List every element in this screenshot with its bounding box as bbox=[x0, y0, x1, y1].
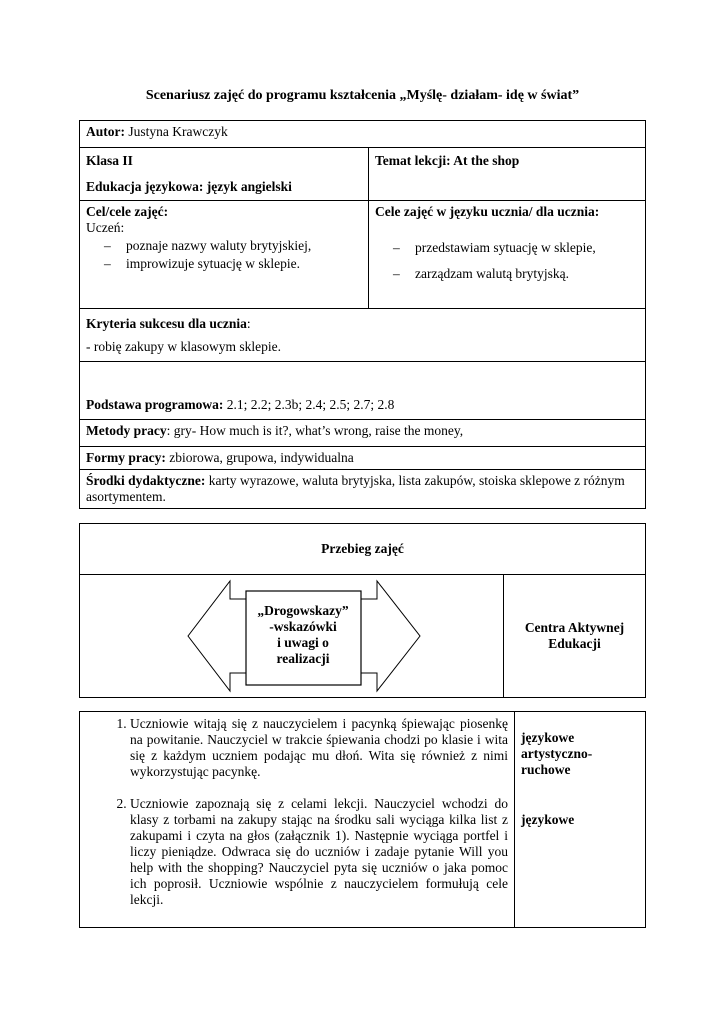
lesson-steps-table bbox=[79, 711, 646, 928]
class-cell bbox=[80, 148, 369, 201]
curriculum-label: Podstawa programowa: bbox=[86, 397, 224, 412]
centers-label: Centra Aktywnej Edukacji bbox=[524, 620, 625, 651]
methods-label: Metody pracy bbox=[86, 423, 167, 438]
curriculum-value: 2.1; 2.2; 2.3b; 2.4; 2.5; 2.7; 2.8 bbox=[226, 397, 395, 412]
lesson-plan-header-table bbox=[79, 523, 646, 698]
methods-value: gry- How much is it?, what’s wrong, raise the money, bbox=[173, 423, 464, 438]
goal-item: – improwizuje sytuację w sklepie. bbox=[126, 256, 362, 272]
document-title: Scenariusz zajęć do programu kształcenia „Myślę- działam- idę w świat” bbox=[145, 88, 580, 103]
category-label: językowe bbox=[521, 812, 575, 827]
double-arrow-icon bbox=[80, 575, 503, 697]
class-label: Klasa II bbox=[86, 153, 133, 168]
signpost-line: realizacji bbox=[276, 651, 330, 666]
categories-cell bbox=[515, 712, 646, 928]
student-goal-item: – zarządzam walutą brytyjską. bbox=[415, 266, 639, 282]
author-value: Justyna Krawczyk bbox=[128, 124, 228, 139]
topic-cell bbox=[369, 148, 646, 201]
step-item: 1. Uczniowie witają się z nauczycielem i pacynką śpiewając piosenkę na powitanie. Nauczyciel w trakcie śpiewania chodzi po klasie i wita się z każdym uczniem podając mu dłoń. Wita się również z nimi wykorzystując pacynkę. bbox=[130, 716, 508, 780]
materials-value: karty wyrazowe, waluta brytyjska, lista zakupów, stoiska sklepowe z różnym asortymentem. bbox=[86, 473, 625, 504]
plan-heading-cell bbox=[80, 524, 646, 575]
lesson-topic: Temat lekcji: At the shop bbox=[375, 153, 520, 168]
signpost-line: i uwagi o bbox=[277, 635, 329, 650]
step-item: 2. Uczniowie zapoznają się z celami lekcji. Nauczyciel wchodzi do klasy z torbami na zakupy stając na środku sali wyciąga kilka list z zakupami i czyta na głos (załącznik 1). Następnie wyciąga portfel i liczy pieniądze. Odwraca się do uczniów i zadaje pytanie Will you help with the shopping? Nauczyciel pyta się uczniów o jaka pomoc ich poprosił. Uczniowie wspólnie z nauczycielem formułują cele lekcji. bbox=[130, 796, 508, 908]
forms-cell bbox=[80, 447, 646, 470]
materials-cell bbox=[80, 470, 646, 509]
student-goals-heading: Cele zajęć w języku ucznia/ dla ucznia: bbox=[375, 204, 600, 219]
steps-list bbox=[86, 716, 508, 908]
student-goals-list bbox=[375, 240, 639, 282]
student-goals-cell bbox=[369, 201, 646, 309]
category-label: ruchowe bbox=[521, 762, 571, 777]
centers-cell bbox=[504, 575, 646, 698]
signpost-cell bbox=[80, 575, 504, 698]
goals-intro: Uczeń: bbox=[86, 220, 125, 235]
plan-heading: Przebieg zajęć bbox=[321, 541, 404, 556]
curriculum-cell bbox=[80, 362, 646, 420]
goal-item: – poznaje nazwy waluty brytyjskiej, bbox=[126, 238, 362, 254]
author-cell bbox=[80, 121, 646, 148]
signpost-line: -wskazówki bbox=[269, 619, 337, 634]
signpost-line: „Drogowskazy” bbox=[257, 603, 349, 618]
goals-cell bbox=[80, 201, 369, 309]
category-label: językowe bbox=[521, 730, 575, 745]
forms-label: Formy pracy: bbox=[86, 450, 166, 465]
author-label: Autor: bbox=[86, 124, 125, 139]
student-goal-item: – przedstawiam sytuację w sklepie, bbox=[415, 240, 639, 256]
criteria-label: Kryteria sukcesu dla ucznia bbox=[86, 316, 247, 331]
methods-cell: Metody pracy: gry- How much is it?, what’s wrong, raise the money, bbox=[80, 420, 646, 447]
criteria-cell: Kryteria sukcesu dla ucznia: - robię zakupy w klasowym sklepie. bbox=[80, 309, 646, 362]
lesson-info-table bbox=[79, 120, 646, 509]
forms-value: zbiorowa, grupowa, indywidualna bbox=[169, 450, 354, 465]
goals-list bbox=[86, 238, 362, 272]
criteria-value: - robię zakupy w klasowym sklepie. bbox=[86, 339, 281, 354]
category-label: artystyczno- bbox=[521, 746, 593, 761]
goals-heading: Cel/cele zajęć: bbox=[86, 204, 169, 219]
materials-label: Środki dydaktyczne: bbox=[86, 473, 206, 488]
steps-cell bbox=[80, 712, 515, 928]
education-label: Edukacja językowa: język angielski bbox=[86, 179, 292, 194]
